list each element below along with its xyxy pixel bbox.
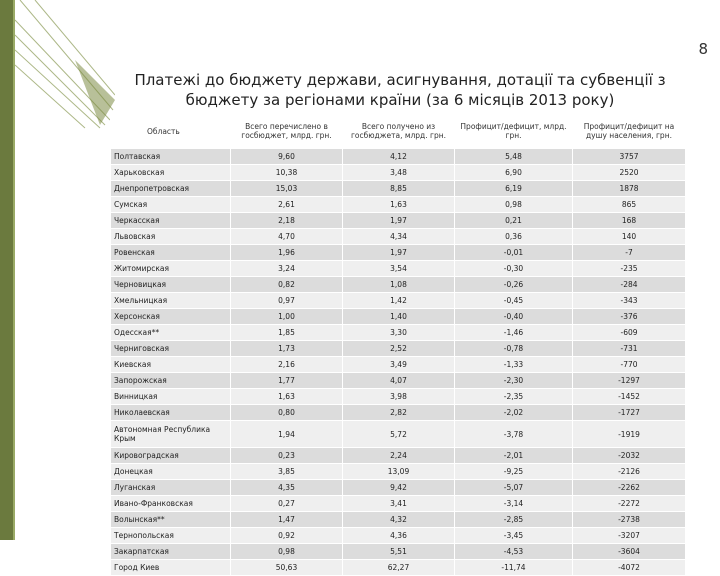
cell-per-capita: -2032 xyxy=(573,448,686,464)
cell-received: 3,49 xyxy=(343,357,455,373)
cell-per-capita: -376 xyxy=(573,309,686,325)
slide-title-line-2: бюджету за регіонами країни (за 6 місяців 2013 року) xyxy=(185,91,615,109)
cell-per-capita: -4072 xyxy=(573,560,686,576)
cell-per-capita: -2272 xyxy=(573,496,686,512)
cell-balance: 0,21 xyxy=(455,213,573,229)
table-row xyxy=(111,309,686,325)
cell-region: Львовская xyxy=(111,229,231,245)
cell-balance: -3,78 xyxy=(455,421,573,448)
cell-per-capita: -235 xyxy=(573,261,686,277)
table-row xyxy=(111,389,686,405)
cell-region: Черниговская xyxy=(111,341,231,357)
cell-region: Волынская** xyxy=(111,512,231,528)
table-row xyxy=(111,149,686,165)
cell-per-capita: 168 xyxy=(573,213,686,229)
cell-region: Сумская xyxy=(111,197,231,213)
table-row xyxy=(111,421,686,448)
cell-received: 2,24 xyxy=(343,448,455,464)
cell-received: 5,72 xyxy=(343,421,455,448)
cell-paid: 0,23 xyxy=(231,448,343,464)
cell-per-capita: -1297 xyxy=(573,373,686,389)
cell-received: 4,12 xyxy=(343,149,455,165)
cell-received: 2,82 xyxy=(343,405,455,421)
cell-balance: -4,53 xyxy=(455,544,573,560)
cell-balance: -0,30 xyxy=(455,261,573,277)
cell-paid: 4,35 xyxy=(231,480,343,496)
cell-balance: -2,85 xyxy=(455,512,573,528)
cell-balance: 0,36 xyxy=(455,229,573,245)
cell-paid: 9,60 xyxy=(231,149,343,165)
cell-paid: 1,85 xyxy=(231,325,343,341)
table-row xyxy=(111,373,686,389)
cell-per-capita: -3604 xyxy=(573,544,686,560)
cell-per-capita: -2738 xyxy=(573,512,686,528)
cell-paid: 0,97 xyxy=(231,293,343,309)
table-row xyxy=(111,213,686,229)
cell-received: 4,34 xyxy=(343,229,455,245)
cell-paid: 2,61 xyxy=(231,197,343,213)
cell-region: Николаевская xyxy=(111,405,231,421)
cell-paid: 1,47 xyxy=(231,512,343,528)
cell-paid: 0,92 xyxy=(231,528,343,544)
cell-region: Херсонская xyxy=(111,309,231,325)
cell-paid: 10,38 xyxy=(231,165,343,181)
cell-balance: 0,98 xyxy=(455,197,573,213)
table-row xyxy=(111,496,686,512)
cell-received: 3,54 xyxy=(343,261,455,277)
table-row xyxy=(111,197,686,213)
cell-received: 4,36 xyxy=(343,528,455,544)
table-row xyxy=(111,341,686,357)
table-row xyxy=(111,528,686,544)
cell-paid: 15,03 xyxy=(231,181,343,197)
cell-per-capita: -1452 xyxy=(573,389,686,405)
cell-received: 62,27 xyxy=(343,560,455,576)
cell-per-capita: -2126 xyxy=(573,464,686,480)
cell-region: Полтавская xyxy=(111,149,231,165)
cell-paid: 0,27 xyxy=(231,496,343,512)
cell-paid: 2,16 xyxy=(231,357,343,373)
cell-paid: 1,00 xyxy=(231,309,343,325)
table-row xyxy=(111,448,686,464)
table-row xyxy=(111,325,686,341)
page-number: 8 xyxy=(698,40,708,58)
header-balance: Профицит/дефицит, млрд. грн. xyxy=(455,114,573,149)
table-row xyxy=(111,512,686,528)
cell-received: 3,30 xyxy=(343,325,455,341)
cell-region: Хмельницкая xyxy=(111,293,231,309)
cell-balance: -5,07 xyxy=(455,480,573,496)
cell-paid: 0,80 xyxy=(231,405,343,421)
cell-balance: 6,19 xyxy=(455,181,573,197)
table-row xyxy=(111,464,686,480)
cell-balance: -2,01 xyxy=(455,448,573,464)
cell-per-capita: -7 xyxy=(573,245,686,261)
table-row xyxy=(111,405,686,421)
cell-per-capita: -1919 xyxy=(573,421,686,448)
table-row xyxy=(111,261,686,277)
cell-region: Запорожская xyxy=(111,373,231,389)
cell-region: Город Киев xyxy=(111,560,231,576)
cell-region: Харьковская xyxy=(111,165,231,181)
cell-region: Закарпатская xyxy=(111,544,231,560)
cell-paid: 0,82 xyxy=(231,277,343,293)
table-body xyxy=(111,149,686,576)
cell-received: 3,41 xyxy=(343,496,455,512)
table-row xyxy=(111,181,686,197)
left-accent-bar xyxy=(0,0,13,540)
cell-per-capita: 865 xyxy=(573,197,686,213)
cell-per-capita: 3757 xyxy=(573,149,686,165)
cell-paid: 3,85 xyxy=(231,464,343,480)
decorative-lines xyxy=(15,0,115,130)
cell-received: 1,40 xyxy=(343,309,455,325)
cell-region: Донецкая xyxy=(111,464,231,480)
budget-table-wrapper xyxy=(110,113,685,576)
cell-region: Тернопольская xyxy=(111,528,231,544)
cell-balance: -9,25 xyxy=(455,464,573,480)
table-row xyxy=(111,293,686,309)
cell-paid: 1,73 xyxy=(231,341,343,357)
table-row xyxy=(111,165,686,181)
cell-per-capita: 2520 xyxy=(573,165,686,181)
cell-balance: -3,45 xyxy=(455,528,573,544)
cell-paid: 3,24 xyxy=(231,261,343,277)
table-row xyxy=(111,480,686,496)
cell-region: Одесская** xyxy=(111,325,231,341)
cell-paid: 1,96 xyxy=(231,245,343,261)
cell-received: 9,42 xyxy=(343,480,455,496)
cell-region: Ровенская xyxy=(111,245,231,261)
cell-received: 8,85 xyxy=(343,181,455,197)
cell-balance: -2,30 xyxy=(455,373,573,389)
table-row xyxy=(111,245,686,261)
cell-region: Киевская xyxy=(111,357,231,373)
cell-balance: 6,90 xyxy=(455,165,573,181)
cell-region: Днепропетровская xyxy=(111,181,231,197)
cell-balance: -1,33 xyxy=(455,357,573,373)
header-region: Область xyxy=(111,114,231,149)
slide-title-line-1: Платежі до бюджету держави, асигнування, дотації та субвенції з xyxy=(134,71,666,89)
cell-per-capita: -770 xyxy=(573,357,686,373)
cell-received: 1,63 xyxy=(343,197,455,213)
cell-per-capita: -609 xyxy=(573,325,686,341)
cell-region: Автономная Республика Крым xyxy=(111,421,231,448)
cell-balance: -3,14 xyxy=(455,496,573,512)
cell-region: Черновицкая xyxy=(111,277,231,293)
cell-received: 1,42 xyxy=(343,293,455,309)
header-per-capita: Профицит/дефицит на душу населения, грн. xyxy=(573,114,686,149)
table-row xyxy=(111,544,686,560)
cell-region: Кировоградская xyxy=(111,448,231,464)
cell-region: Ивано-Франковская xyxy=(111,496,231,512)
cell-per-capita: -2262 xyxy=(573,480,686,496)
cell-region: Луганская xyxy=(111,480,231,496)
cell-per-capita: -1727 xyxy=(573,405,686,421)
cell-per-capita: -3207 xyxy=(573,528,686,544)
cell-received: 2,52 xyxy=(343,341,455,357)
slide-title xyxy=(110,70,690,110)
cell-balance: -2,35 xyxy=(455,389,573,405)
header-received: Всего получено из госбюджета, млрд. грн. xyxy=(343,114,455,149)
cell-received: 1,97 xyxy=(343,245,455,261)
cell-received: 4,07 xyxy=(343,373,455,389)
cell-balance: -0,40 xyxy=(455,309,573,325)
budget-table xyxy=(110,113,686,576)
cell-paid: 50,63 xyxy=(231,560,343,576)
cell-balance: -0,78 xyxy=(455,341,573,357)
cell-received: 13,09 xyxy=(343,464,455,480)
cell-per-capita: -731 xyxy=(573,341,686,357)
cell-received: 3,48 xyxy=(343,165,455,181)
cell-paid: 1,77 xyxy=(231,373,343,389)
cell-balance: -1,46 xyxy=(455,325,573,341)
cell-paid: 4,70 xyxy=(231,229,343,245)
cell-paid: 2,18 xyxy=(231,213,343,229)
cell-balance: 5,48 xyxy=(455,149,573,165)
cell-received: 5,51 xyxy=(343,544,455,560)
cell-received: 1,97 xyxy=(343,213,455,229)
cell-per-capita: -343 xyxy=(573,293,686,309)
cell-paid: 0,98 xyxy=(231,544,343,560)
cell-paid: 1,63 xyxy=(231,389,343,405)
cell-per-capita: 1878 xyxy=(573,181,686,197)
cell-balance: -2,02 xyxy=(455,405,573,421)
cell-balance: -0,01 xyxy=(455,245,573,261)
header-paid: Всего перечислено в госбюджет, млрд. грн. xyxy=(231,114,343,149)
table-row xyxy=(111,229,686,245)
table-row xyxy=(111,277,686,293)
cell-per-capita: -284 xyxy=(573,277,686,293)
cell-region: Житомирская xyxy=(111,261,231,277)
cell-balance: -0,26 xyxy=(455,277,573,293)
cell-received: 4,32 xyxy=(343,512,455,528)
cell-paid: 1,94 xyxy=(231,421,343,448)
table-header-row xyxy=(111,114,686,149)
cell-region: Винницкая xyxy=(111,389,231,405)
cell-balance: -11,74 xyxy=(455,560,573,576)
cell-balance: -0,45 xyxy=(455,293,573,309)
cell-received: 1,08 xyxy=(343,277,455,293)
cell-region: Черкасская xyxy=(111,213,231,229)
table-row xyxy=(111,357,686,373)
table-row xyxy=(111,560,686,576)
cell-received: 3,98 xyxy=(343,389,455,405)
cell-per-capita: 140 xyxy=(573,229,686,245)
